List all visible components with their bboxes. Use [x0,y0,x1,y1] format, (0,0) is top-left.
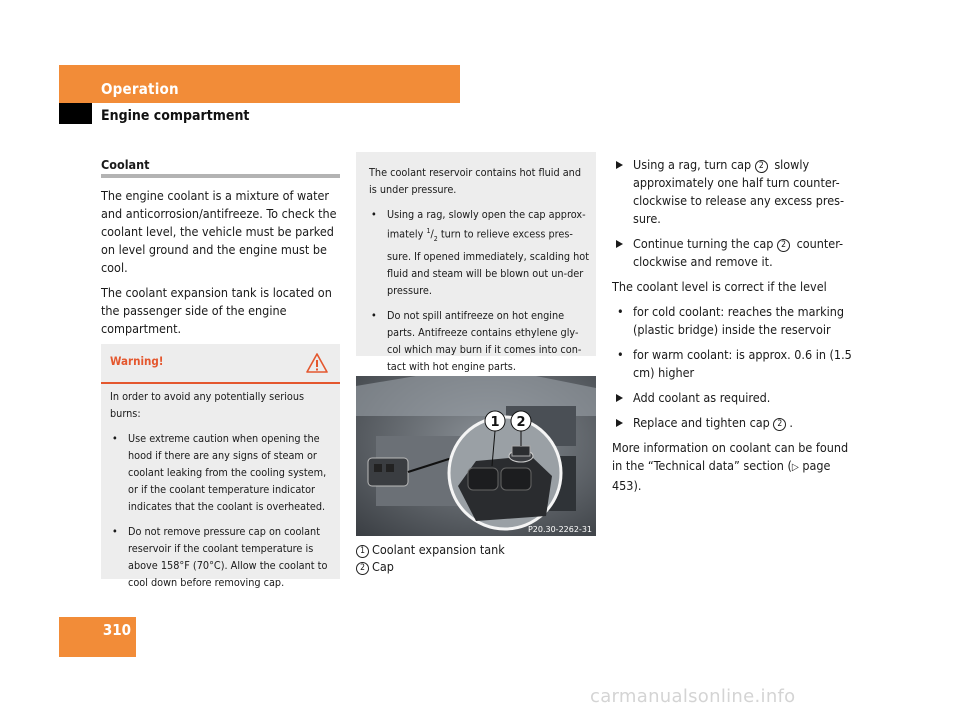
level-bullet: • for warm coolant: is approx. 0.6 in (1.5 cm) higher [612,346,852,382]
warning-triangle-icon [306,353,328,373]
svg-text:2: 2 [516,415,526,430]
intro-paragraph: The engine coolant is a mixture of water and anticorrosion/antifreeze. To check the coolant level, the vehicle must be parked on level ground and the engine must be cool. [101,188,337,275]
caution-note-body [369,164,591,383]
coolant-heading: Coolant [101,157,150,172]
step-item: Using a rag, turn cap 2 slowly approximately one half turn counter-clockwise to release any excess pres-sure. [612,156,852,228]
figure-captions [356,541,505,575]
note-bullet: • Do not spill antifreeze on hot engine parts. Antifreeze contains ethylene gly-col which may burn if it comes into con-tact with hot engine parts. [369,307,591,375]
section-title: Operation [101,80,179,98]
engine-photo [356,376,596,536]
warning-title: Warning! [110,354,164,368]
svg-text:1: 1 [490,415,500,430]
caption-item: 2 Cap [356,558,505,575]
subsection-title: Engine compartment [101,108,250,124]
level-intro: The coolant level is correct if the level [612,279,827,294]
heading-rule [101,174,340,178]
warning-body [110,388,334,599]
more-info-paragraph: More information on coolant can be found in the “Technical data” section (▷ page 453). [612,440,849,493]
engine-compartment-illustration [356,376,596,536]
note-bullet: • Using a rag, slowly open the cap approx-imately $^1/_2$ turn to relieve excess pres-sure. If opened immediately, scalding hot fluid and steam will be blown out un-der pressure. [369,206,591,299]
step-item: Add coolant as required. [612,389,852,407]
warning-rule [101,382,340,384]
step-item: Replace and tighten cap 2 . [612,414,852,432]
level-bullet: • for cold coolant: reaches the marking (plastic bridge) inside the reservoir [612,303,852,339]
watermark: carmanualsonline.info [590,686,796,707]
figure-code: P20.30-2262-31 [527,525,592,534]
page-reference-arrow-icon: ▷ [791,462,799,473]
note-intro: The coolant reservoir contains hot fluid and is under pressure. [369,166,581,196]
warning-bullet: • Do not remove pressure cap on coolant reservoir if the coolant temperature is above 158°F (70°C). Allow the coolant to cool down before removing cap. [110,523,334,591]
right-column [612,156,852,502]
left-column [101,187,341,345]
header-marker [59,103,92,124]
caption-item: 1 Coolant expansion tank [356,541,505,558]
warning-intro: In order to avoid any potentially serious burns: [110,390,305,420]
warning-bullet: • Use extreme caution when opening the hood if there are any signs of steam or coolant leaking from the cooling system, or if the coolant temperature indicator indicates that the coolant is overheated. [110,430,334,515]
step-item: Continue turning the cap 2 counter-clockwise and remove it. [612,235,852,271]
page-number: 310 [102,621,131,639]
location-paragraph: The coolant expansion tank is located on the passenger side of the engine compartment. [101,285,332,336]
